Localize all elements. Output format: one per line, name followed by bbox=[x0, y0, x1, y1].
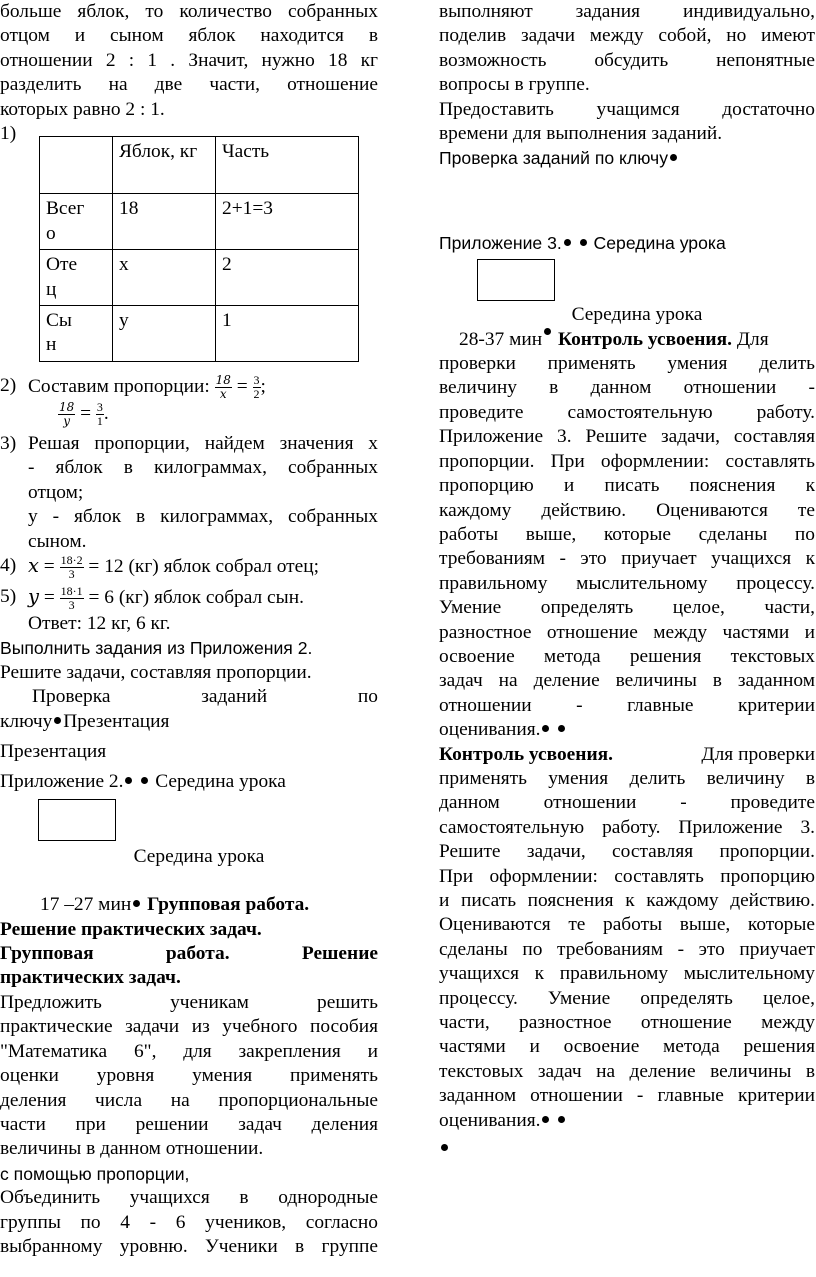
text-line: задач на деление величины в заданном bbox=[439, 670, 815, 692]
table-row bbox=[40, 194, 359, 250]
bullet-icon bbox=[542, 725, 549, 732]
time-label: 28-37 мин bbox=[459, 328, 543, 350]
control-title: Контроль усвоения. bbox=[557, 328, 732, 350]
proportion-2: $\frac{18}{y}$ = $\frac{3}{1}$ . bbox=[59, 399, 109, 428]
placeholder-frame bbox=[38, 799, 116, 841]
fraction-num: 3 bbox=[96, 399, 103, 414]
text-line: - яблок в килограммах, собранных bbox=[28, 457, 378, 479]
control-title: Контроль усвоения. bbox=[439, 743, 613, 765]
frame-caption: Середина урока bbox=[133, 845, 265, 867]
text-line: вопросы в группе. bbox=[439, 74, 590, 96]
math-result: 6 bbox=[104, 586, 114, 608]
table-cell-part: 2 bbox=[216, 250, 359, 306]
math-var: y bbox=[28, 584, 39, 608]
step-label: (кг) яблок собрал отец; bbox=[128, 555, 319, 577]
fraction bbox=[58, 401, 75, 428]
apples-table bbox=[39, 136, 359, 361]
appendix-label: Приложение 2. bbox=[0, 771, 124, 793]
word: Групповая bbox=[0, 943, 94, 965]
bullet-icon bbox=[558, 725, 565, 732]
fraction-num: 18 bbox=[215, 372, 231, 387]
lesson-stage: Середина урока bbox=[593, 232, 726, 253]
text-line: сыном. bbox=[28, 530, 87, 552]
table-cell-part: 2+1=3 bbox=[216, 194, 359, 250]
table-cell-label bbox=[40, 250, 113, 306]
text-line: оценки уровня умения применять bbox=[0, 1065, 378, 1087]
control-heading bbox=[439, 328, 815, 352]
text-line: разделить на две части, отношение bbox=[0, 74, 378, 96]
word: оценивания. bbox=[439, 1109, 541, 1131]
step-1-number: 1) bbox=[0, 123, 17, 145]
text-line: текстовых задач на деление величины в bbox=[439, 1060, 815, 1082]
fraction-den: x bbox=[219, 386, 227, 401]
text-line: выполняют задания индивидуально, bbox=[439, 1, 815, 22]
bullet-icon bbox=[580, 239, 587, 246]
step-text: y = $\frac{18\cdot 1}{3}$ = 6 (кг) яблок собрал сын. bbox=[28, 584, 304, 612]
bullet-icon bbox=[54, 717, 61, 724]
appendix-label: Приложение 3. bbox=[439, 232, 562, 253]
table-cell-apples: y bbox=[113, 306, 216, 362]
text-line: величины в данном отношении. bbox=[0, 1138, 264, 1160]
appendix-line bbox=[0, 770, 378, 794]
word: Для проверки bbox=[701, 743, 815, 765]
text-line: выбранному уровню. Ученики в группе bbox=[0, 1235, 378, 1257]
text-line: группы по 4 - 6 учеников, согласно bbox=[0, 1211, 378, 1233]
fraction bbox=[215, 374, 232, 401]
check-line-2 bbox=[0, 710, 378, 734]
text-line: применять умения делить величину в bbox=[439, 767, 815, 789]
lesson-stage: Середина урока bbox=[155, 771, 286, 793]
step-number: 5) bbox=[0, 585, 17, 607]
text-line: При оформлении: составлять пропорцию bbox=[439, 865, 815, 887]
word: по bbox=[357, 686, 378, 708]
appendix-line bbox=[439, 231, 815, 255]
bullet-icon bbox=[141, 777, 148, 784]
fraction bbox=[96, 401, 104, 428]
fraction-den: 1 bbox=[96, 413, 103, 428]
text-line: освоение метода решения текстовых bbox=[439, 645, 815, 667]
bullet-icon bbox=[558, 1116, 565, 1123]
bullet-icon bbox=[670, 154, 677, 161]
text-line: проверки применять умения делить bbox=[439, 353, 815, 375]
fraction-num: 3 bbox=[253, 372, 260, 387]
cell-text: Отец bbox=[46, 254, 78, 300]
text-line: больше яблок, то количество собранных bbox=[0, 1, 378, 22]
text-line: части при решении задач деления bbox=[0, 1113, 378, 1135]
step-number: 2) bbox=[0, 374, 17, 396]
text-line: времени для выполнения заданий. bbox=[439, 123, 723, 145]
math-var: x bbox=[28, 553, 39, 577]
text-line: Предложить ученикам решить bbox=[0, 991, 378, 1013]
text-line: заданном отношении - главные критерии bbox=[439, 1085, 815, 1107]
text-line: разностное отношение между частями и bbox=[439, 621, 815, 643]
math-result: 12 bbox=[104, 555, 124, 577]
table-row bbox=[40, 250, 359, 306]
text-line: у - яблок в килограммах, собранных bbox=[28, 506, 378, 528]
text-line: Решите задачи, составляя пропорции. bbox=[439, 841, 815, 863]
text-line: поделив задачи между собой, но имеют bbox=[439, 25, 815, 47]
task-text: Решите задачи, составляя пропорции. bbox=[0, 661, 312, 683]
group-title: практических задач. bbox=[0, 967, 181, 989]
left-column bbox=[0, 0, 378, 1259]
word: работа. bbox=[165, 943, 230, 965]
step-number: 3) bbox=[0, 432, 17, 454]
word: Для bbox=[736, 328, 769, 350]
text-line: с помощью пропорции, bbox=[0, 1163, 190, 1184]
table-cell-label bbox=[40, 194, 113, 250]
text-line: учащихся к правильному мыслительному bbox=[439, 963, 815, 985]
text-line: сделаны по требованиям - это приучает bbox=[439, 938, 815, 960]
text-line: Умение определять целое, части, bbox=[439, 597, 815, 619]
table-header-apples: Яблок, кг bbox=[113, 137, 216, 194]
step-text bbox=[28, 432, 378, 554]
group-title-line bbox=[0, 942, 378, 966]
text-line: практические задачи из учебного пособия bbox=[0, 1016, 378, 1038]
text-line: пропорции. При оформлении: составлять bbox=[439, 450, 815, 472]
text-line: Объединить учащихся в однородные bbox=[0, 1187, 378, 1209]
text-line: требованиям - это приучает учащихся к bbox=[439, 548, 815, 570]
text-line: и писать пояснения к каждому действию. bbox=[439, 890, 815, 911]
fraction-den: 3 bbox=[68, 566, 75, 581]
text-line: процессу. Умение определять целое, bbox=[439, 987, 815, 1009]
step-4 bbox=[0, 554, 378, 581]
text-line: деления числа на пропорциональные bbox=[0, 1089, 378, 1111]
table-cell-part: 1 bbox=[216, 306, 359, 362]
text-line: возможность обсудить непонятные bbox=[439, 49, 815, 71]
table-header-empty bbox=[40, 137, 113, 194]
step-number: 4) bbox=[0, 554, 17, 576]
intro-text bbox=[0, 0, 378, 122]
trailing-bullet bbox=[439, 1137, 815, 1161]
text-line: величину в данном отношении - bbox=[439, 377, 815, 399]
fraction-den: 2 bbox=[253, 386, 260, 401]
control2-heading bbox=[439, 743, 815, 767]
fraction-den: y bbox=[63, 413, 71, 428]
step-text: Составим пропорции: $\frac{18}{x}$ = $\frac{3}{2}$ ; $\frac{18}{y}$ = $\frac{3}{1}$ . bbox=[28, 372, 266, 428]
control2-end bbox=[439, 1109, 815, 1133]
text-line: проведите самостоятельную работу. bbox=[439, 401, 815, 423]
fraction bbox=[253, 374, 261, 401]
bullet-icon bbox=[133, 900, 140, 907]
step-3 bbox=[0, 432, 378, 554]
text-line: отношении 2 : 1 . Значит, нужно 18 кг bbox=[0, 49, 378, 71]
text-line: отцом и сыном яблок находится в bbox=[0, 25, 378, 47]
presentation-text: Презентация bbox=[0, 741, 107, 763]
check-line bbox=[0, 685, 378, 709]
step-text: x = $\frac{18\cdot 2}{3}$ = 12 (кг) яблок собрал отец; bbox=[28, 552, 319, 581]
text-line: которых равно 2 : 1. bbox=[0, 98, 165, 120]
check-key-label: Проверка заданий по ключу bbox=[439, 148, 668, 169]
table-cell-apples: 18 bbox=[113, 194, 216, 250]
step-2 bbox=[0, 374, 378, 428]
right-column bbox=[439, 0, 815, 1161]
word: ключу bbox=[0, 710, 53, 732]
time-label: 17 –27 мин bbox=[40, 894, 132, 916]
text-line: работы выше, которые сделаны по bbox=[439, 523, 815, 545]
text-line: правильному мыслительному процессу. bbox=[439, 572, 815, 594]
cell-text: Сын bbox=[46, 310, 72, 356]
fraction bbox=[60, 554, 84, 581]
group-title: Групповая работа. bbox=[147, 894, 310, 916]
table-header-row bbox=[40, 137, 359, 194]
step-label: Составим пропорции: bbox=[28, 375, 210, 397]
group-title: Решение практических задач. bbox=[0, 918, 262, 940]
step-5 bbox=[0, 585, 378, 612]
word: оценивания. bbox=[439, 719, 541, 741]
text-line: Решая пропорции, найдем значения х bbox=[28, 432, 378, 454]
answer-text: Ответ: 12 кг, 6 кг. bbox=[28, 613, 171, 634]
fraction-den: 3 bbox=[68, 598, 75, 612]
bullet-icon bbox=[544, 328, 551, 335]
group-heading bbox=[0, 893, 378, 917]
text-line: каждому действию. Оцениваются те bbox=[439, 499, 815, 521]
table-cell-apples: x bbox=[113, 250, 216, 306]
table-cell-label bbox=[40, 306, 113, 362]
cell-text: Всего bbox=[46, 198, 85, 244]
word: Решение bbox=[301, 943, 378, 965]
step-label: (кг) яблок собрал сын. bbox=[118, 586, 304, 608]
text-line: "Математика 6", для закрепления и bbox=[0, 1040, 378, 1062]
placeholder-frame bbox=[477, 259, 555, 301]
fraction-num: 18 bbox=[59, 399, 75, 414]
table-header-part: Часть bbox=[216, 137, 359, 194]
task-text: Выполнить задания из Приложения 2. bbox=[0, 638, 313, 659]
text-line: Предоставить учащимся достаточно bbox=[439, 98, 815, 120]
fraction-num: 18·2 bbox=[60, 552, 83, 567]
bullet-icon bbox=[542, 1116, 549, 1123]
text-line: отношении - главные критерии bbox=[439, 694, 815, 716]
check-key-line bbox=[439, 146, 815, 170]
text-line: Приложение 3. Решите задачи, составляя bbox=[439, 426, 815, 448]
text-line: самостоятельную работу. Приложение 3. bbox=[439, 816, 815, 838]
text-line: Оцениваются те работы выше, которые bbox=[439, 914, 815, 936]
bullet-icon bbox=[125, 777, 132, 784]
word: заданий bbox=[201, 686, 268, 708]
frame-caption: Середина урока bbox=[571, 304, 703, 326]
fraction-num: 18·1 bbox=[60, 584, 83, 598]
bullet-icon bbox=[441, 1144, 448, 1151]
table-row bbox=[40, 306, 359, 362]
text-line: пропорцию и писать пояснения к bbox=[439, 475, 815, 497]
text-line: отцом; bbox=[28, 481, 84, 503]
text-line: частями и освоение метода решения bbox=[439, 1036, 815, 1058]
text-line: части, разностное отношение между bbox=[439, 1012, 815, 1034]
text-line: данном отношении - проведите bbox=[439, 792, 815, 814]
word: Презентация bbox=[63, 710, 170, 732]
bullet-icon bbox=[564, 239, 571, 246]
fraction bbox=[60, 585, 84, 612]
control-end bbox=[439, 718, 815, 742]
word: Проверка bbox=[32, 686, 111, 708]
